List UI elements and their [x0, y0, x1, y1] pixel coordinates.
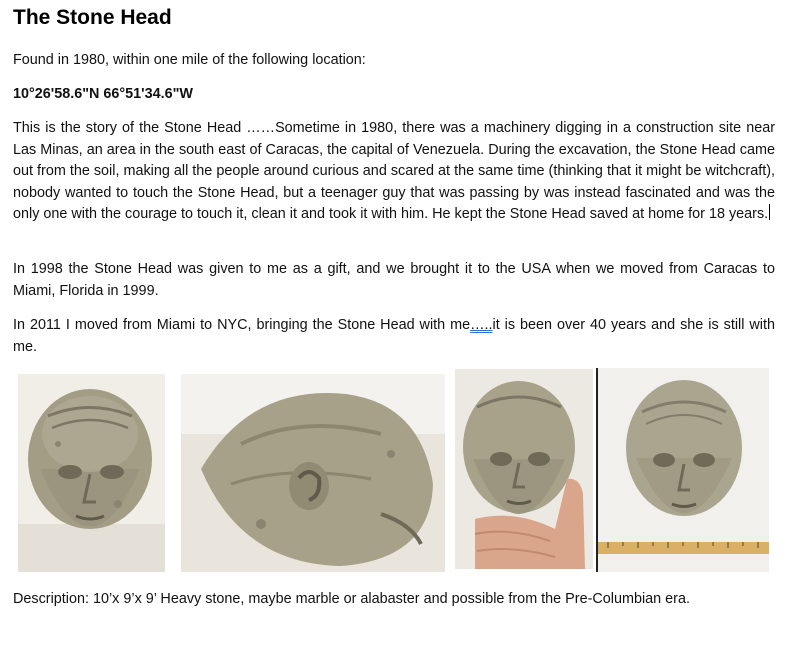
paragraph-2011-after: it is been over 40 years and she is still with me. [13, 317, 775, 355]
photo-side [181, 374, 445, 572]
photo-strip [0, 368, 800, 576]
paragraph-1998: In 1998 the Stone Head was given to me as a gift, and we brought it to the USA when we moved from Caracas to Miami, Florida in 1999. [13, 261, 775, 299]
story-paragraph [13, 118, 775, 226]
page-title: The Stone Head [13, 6, 172, 29]
paragraph-2011-before: In 2011 I moved from Miami to NYC, bringing the Stone Head with me [13, 317, 471, 333]
coordinates: 10°26'58.6"N 66°51'34.6"W [13, 86, 194, 102]
spellcheck-dots: ….. [470, 317, 493, 333]
photo-ruler [596, 368, 769, 572]
photo-hand [455, 369, 593, 569]
photo-front [18, 374, 165, 572]
description-line: Description: 10’x 9’x 9’ Heavy stone, maybe marble or alabaster and possible from the Pre-Columbian era. [13, 591, 690, 607]
paragraph-2011 [13, 315, 775, 358]
text-cursor [769, 204, 770, 220]
story-text: This is the story of the Stone Head ……Sometime in 1980, there was a machinery digging in a construction site near Las Minas, an area in the south east of Caracas, the capital of Venezuela. During the excavation, the Stone Head came out from the soil, making all the people around curious and scared at the same time (thinking that it might be witchcraft), nobody wanted to touch the Stone Head, but a teenager guy that was passing by was instead fascinated and was the only one with the courage to touch it, clean it and took it with him. He kept the Stone Head saved at home for 18 years. [13, 120, 775, 222]
found-line: Found in 1980, within one mile of the following location: [13, 52, 366, 68]
